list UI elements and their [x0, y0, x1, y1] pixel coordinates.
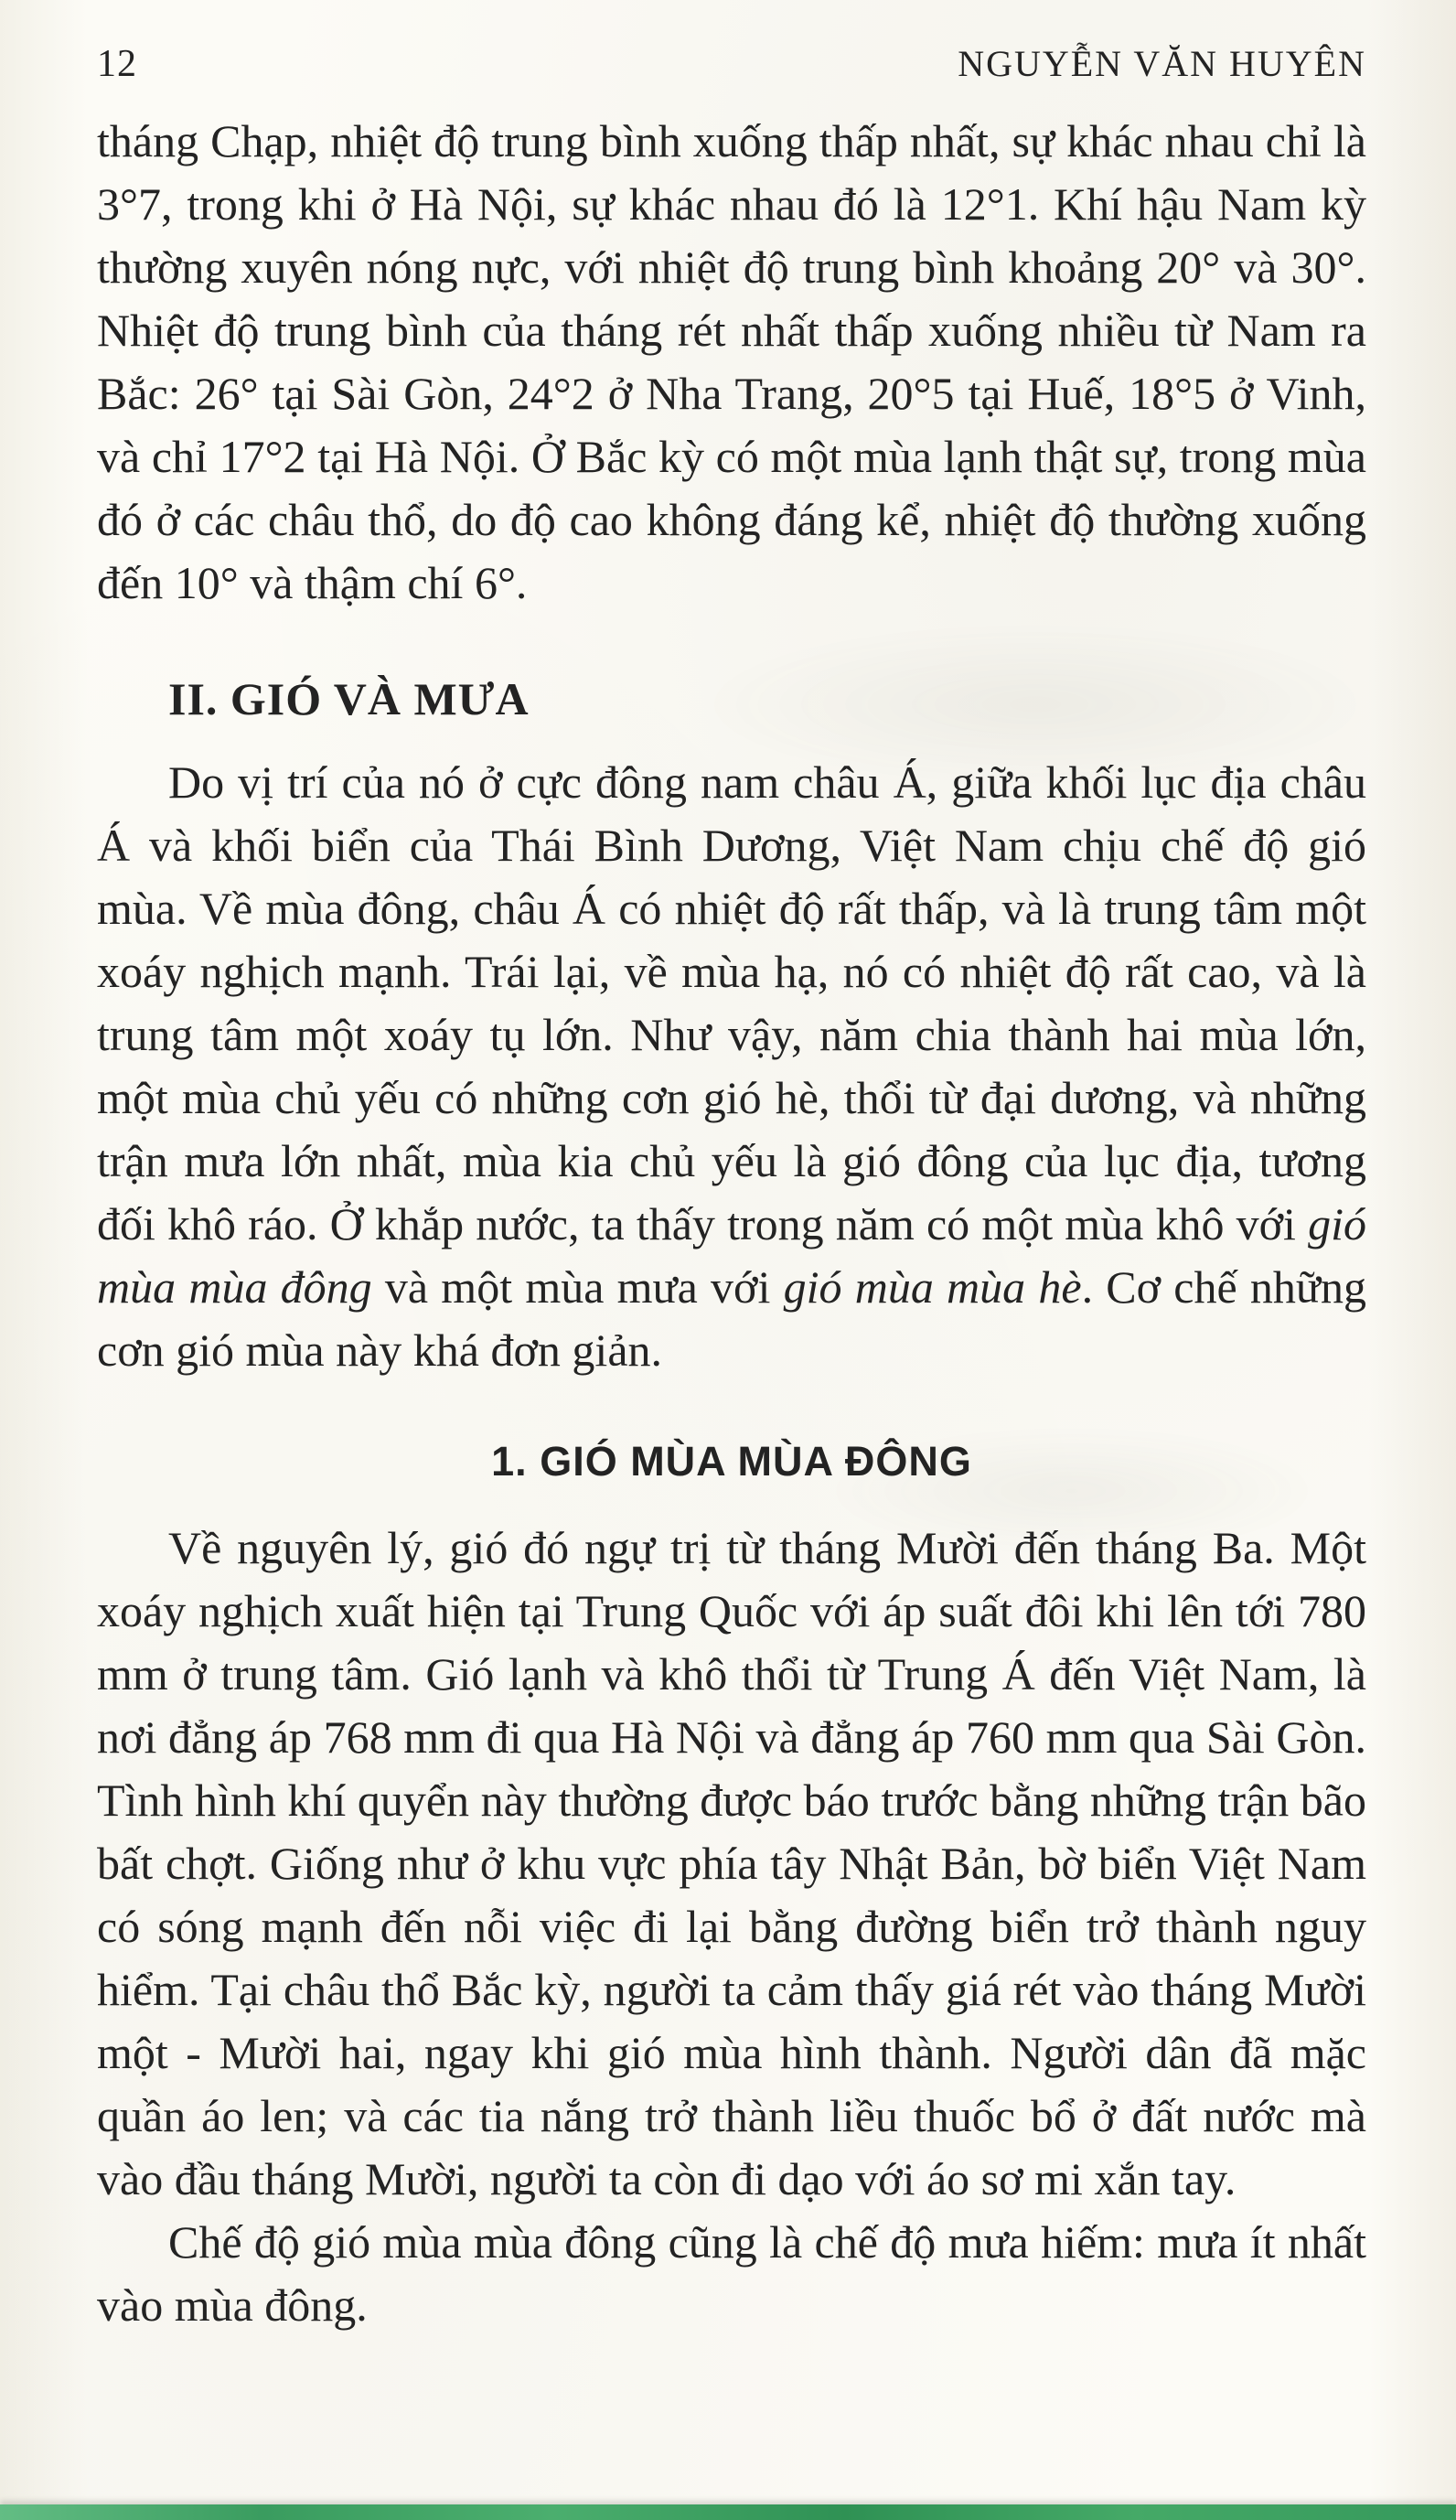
paragraph-monsoon-overview [97, 751, 1366, 1382]
green-edge-strip [0, 2504, 1456, 2520]
running-head-author: NGUYỄN VĂN HUYÊN [958, 43, 1366, 84]
term-winter-monsoon: gió mùa mùa đông [97, 1198, 1366, 1313]
monsoon-text-2: và một mùa mưa với [371, 1261, 784, 1313]
page-number: 12 [97, 43, 137, 85]
page-header [97, 42, 1366, 86]
monsoon-text-3: . Cơ chế những cơn gió mùa này khá đơn giản. [97, 1261, 1367, 1376]
monsoon-text-1: Do vị trí của nó ở cực đông nam châu Á, giữa khối lục địa châu Á và khối biển của Thái Bình Dương, Việt Nam chịu chế độ gió mùa. Về mùa đông, châu Á có nhiệt độ rất thấp, và là trung tâm một xoáy nghịch mạnh. Trái lại, về mùa hạ, nó có nhiệt độ rất cao, và là trung tâm một xoáy tụ lớn. Như vậy, năm chia thành hai mùa lớn, một mùa chủ yếu có những cơn gió hè, thổi từ đại dương, và những trận mưa lớn nhất, mùa kia chủ yếu là gió đông của lục địa, tương đối khô ráo. Ở khắp nước, ta thấy trong năm có một mùa khô với [97, 756, 1366, 1249]
paragraph-winter-rain: Chế độ gió mùa mùa đông cũng là chế độ mưa hiếm: mưa ít nhất vào mùa đông. [97, 2216, 1366, 2331]
paragraph-winter-monsoon-detail: Về nguyên lý, gió đó ngự trị từ tháng Mười đến tháng Ba. Một xoáy nghịch xuất hiện tại Trung Quốc với áp suất đôi khi lên tới 780 mm ở trung tâm. Gió lạnh và khô thổi từ Trung Á đến Việt Nam, là nơi đẳng áp 768 mm đi qua Hà Nội và đẳng áp 760 mm qua Sài Gòn. Tình hình khí quyển này thường được báo trước bằng những trận bão bất chợt. Giống như ở khu vực phía tây Nhật Bản, bờ biển Việt Nam có sóng mạnh đến nỗi việc đi lại bằng đường biển trở thành nguy hiểm. Tại châu thổ Bắc kỳ, người ta cảm thấy giá rét vào tháng Mười một - Mười hai, ngay khi gió mùa hình thành. Người dân đã mặc quần áo len; và các tia nắng trở thành liều thuốc bổ ở đất nước mà vào đầu tháng Mười, người ta còn đi dạo với áo sơ mi xắn tay. [97, 1522, 1366, 2204]
subsection-heading-winter-monsoon: 1. GIÓ MÙA MÙA ĐÔNG [491, 1438, 972, 1485]
section-heading-wind-and-rain: II. GIÓ VÀ MƯA [168, 673, 530, 724]
page-body [97, 110, 1366, 2337]
term-summer-monsoon: gió mùa mùa hè [783, 1261, 1082, 1313]
paragraph-climate-temperatures: tháng Chạp, nhiệt độ trung bình xuống thấp nhất, sự khác nhau chỉ là 3°7, trong khi ở Hà Nội, sự khác nhau đó là 12°1. Khí hậu Nam kỳ thường xuyên nóng nực, với nhiệt độ trung bình khoảng 20° và 30°. Nhiệt độ trung bình của tháng rét nhất thấp xuống nhiều từ Nam ra Bắc: 26° tại Sài Gòn, 24°2 ở Nha Trang, 20°5 tại Huế, 18°5 ở Vinh, và chỉ 17°2 tại Hà Nội. Ở Bắc kỳ có một mùa lạnh thật sự, trong mùa đó ở các châu thổ, do độ cao không đáng kể, nhiệt độ thường xuống đến 10° và thậm chí 6°. [97, 115, 1366, 608]
